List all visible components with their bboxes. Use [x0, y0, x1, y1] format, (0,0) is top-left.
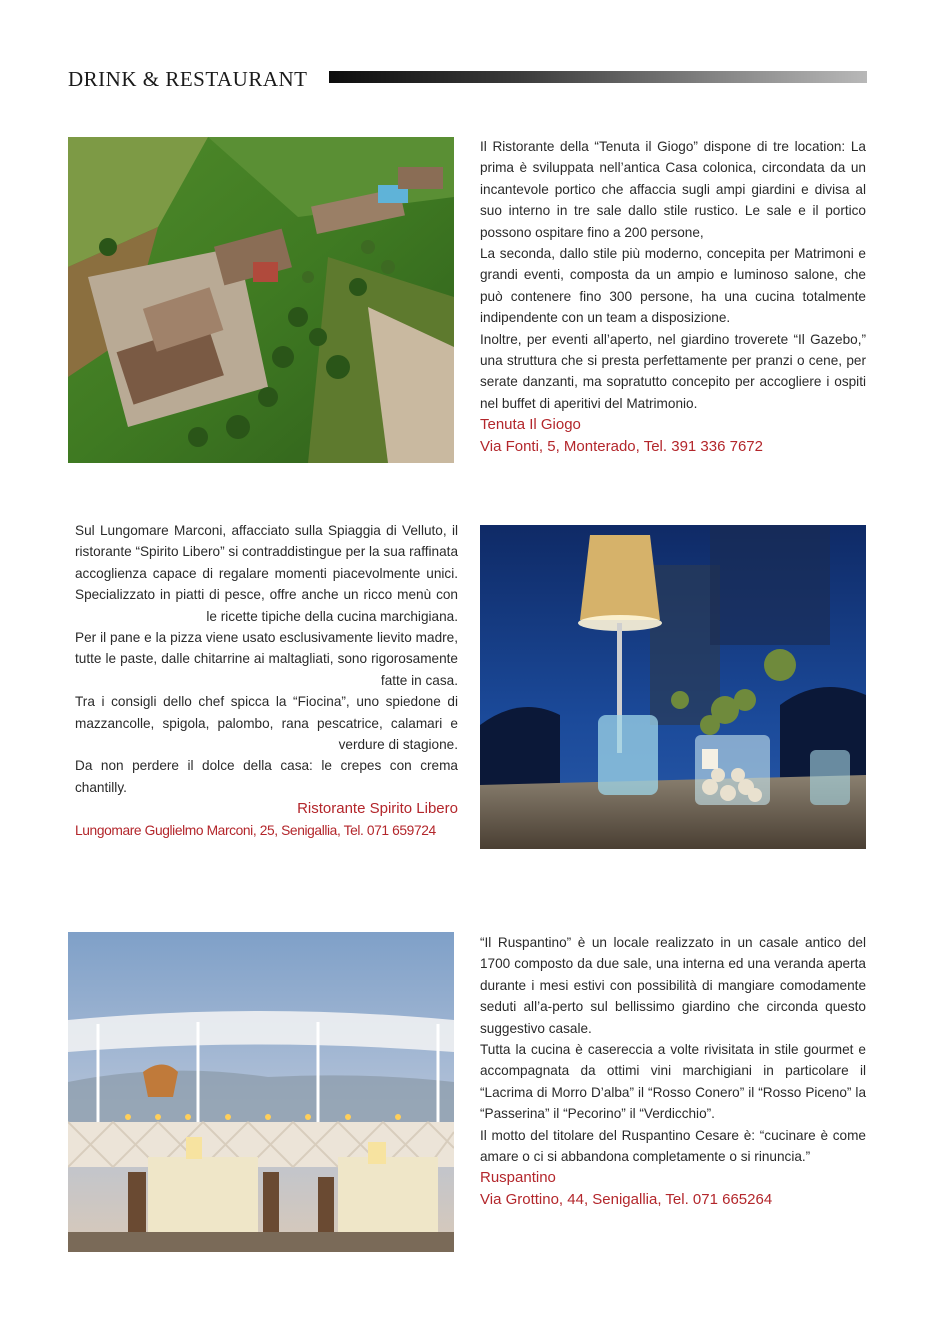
paragraph: Tra i consigli dello chef spicca la “Fiocina”, uno spiedone di mazzancolle, spigola, palombo, rana pescatrice, calamari e verdure di stagione. [75, 694, 458, 753]
paragraph: Il Ristorante della “Tenuta il Giogo” dispone di tre location: La prima è sviluppata nell’antica Casa colonica, circondata da un incantevole portico che affaccia sugli ampi giardini e divisa al suo interno in tre sale dallo stile rustico. Le sale e il portico possono ospitare fino a 200 persone, [480, 139, 866, 240]
paragraph: Il motto del titolare del Ruspantino Cesare è: “cucinare è come amare o ci si abbandona completamente o si rinuncia.” [480, 1127, 866, 1165]
paragraph: Tutta la cucina è casereccia a volte rivisitata in stile gourmet e accompagnata da ottimi vini marchigiani in particolare il “Lacrima di Morro D’alba” il “Rosso Conero” il “Rosso Piceno” la “Passerina” il “Pecorino” il “Verdicchio”. [480, 1042, 866, 1122]
paragraph: Da non perdere il dolce della casa: le crepes con crema chantilly. [75, 758, 458, 795]
venue-name: Tenuta Il Giogo [480, 416, 581, 434]
paragraph: Sul Lungomare Marconi, affacciato sulla Spiaggia di Velluto, il ristorante “Spirito Libero” si contraddistingue per la sua raffinata accoglienza capace di regalare momenti piacevolmente unici. Specializzato in piatti di pesce, offre anche un ricco menù con le ricette tipiche della cucina marchigiana. [75, 523, 458, 624]
spirito-libero-table-photo [480, 525, 866, 849]
page-title: DRINK & RESTAURANT [68, 67, 308, 91]
paragraph: La seconda, dallo stile più moderno, concepita per Matrimoni e grandi eventi, composta da un ampio e luminoso salone, che può contenere fino 300 persone, ha una cucina totalmente indipendente con un team a disposizione. [480, 246, 866, 326]
venue-address: Via Fonti, 5, Monterado, Tel. 391 336 7672 [480, 437, 763, 455]
venue-name: Ristorante Spirito Libero [297, 800, 458, 818]
tenuta-giogo-aerial-photo [68, 137, 454, 463]
paragraph: Per il pane e la pizza viene usato esclusivamente lievito madre, tutte le paste, dalle chitarrine ai maltagliati, sono rigorosamente fatte in casa. [75, 630, 458, 688]
ruspantino-terrace-photo [68, 932, 454, 1252]
section-ruspantino-text [480, 932, 866, 1210]
venue-name: Ruspantino [480, 1169, 556, 1187]
paragraph: Inoltre, per eventi all’aperto, nel giardino troverete “Il Gazebo,” una struttura che si presta perfettamente per pranzi o cene, per serate danzanti, ma sopratutto concepito per accogliere i ospiti nel buffet di aperitivi del Matrimonio. [480, 331, 866, 411]
section-giogo-text [480, 136, 866, 457]
section-spirito-text [75, 520, 458, 841]
paragraph: “Il Ruspantino” è un locale realizzato in un casale antico del 1700 composto da due sale, una interna ed una veranda aperta durante i mesi estivi con possibilità di mangiare comodamente seduti all’a-perto sul bellissimo giardino che circonda questo suggestivo casale. [480, 935, 866, 1036]
venue-address: Lungomare Guglielmo Marconi, 25, Senigallia, Tel. 071 659724 [75, 822, 436, 838]
header-gradient-bar [329, 71, 867, 83]
venue-address: Via Grottino, 44, Senigallia, Tel. 071 665264 [480, 1190, 773, 1208]
